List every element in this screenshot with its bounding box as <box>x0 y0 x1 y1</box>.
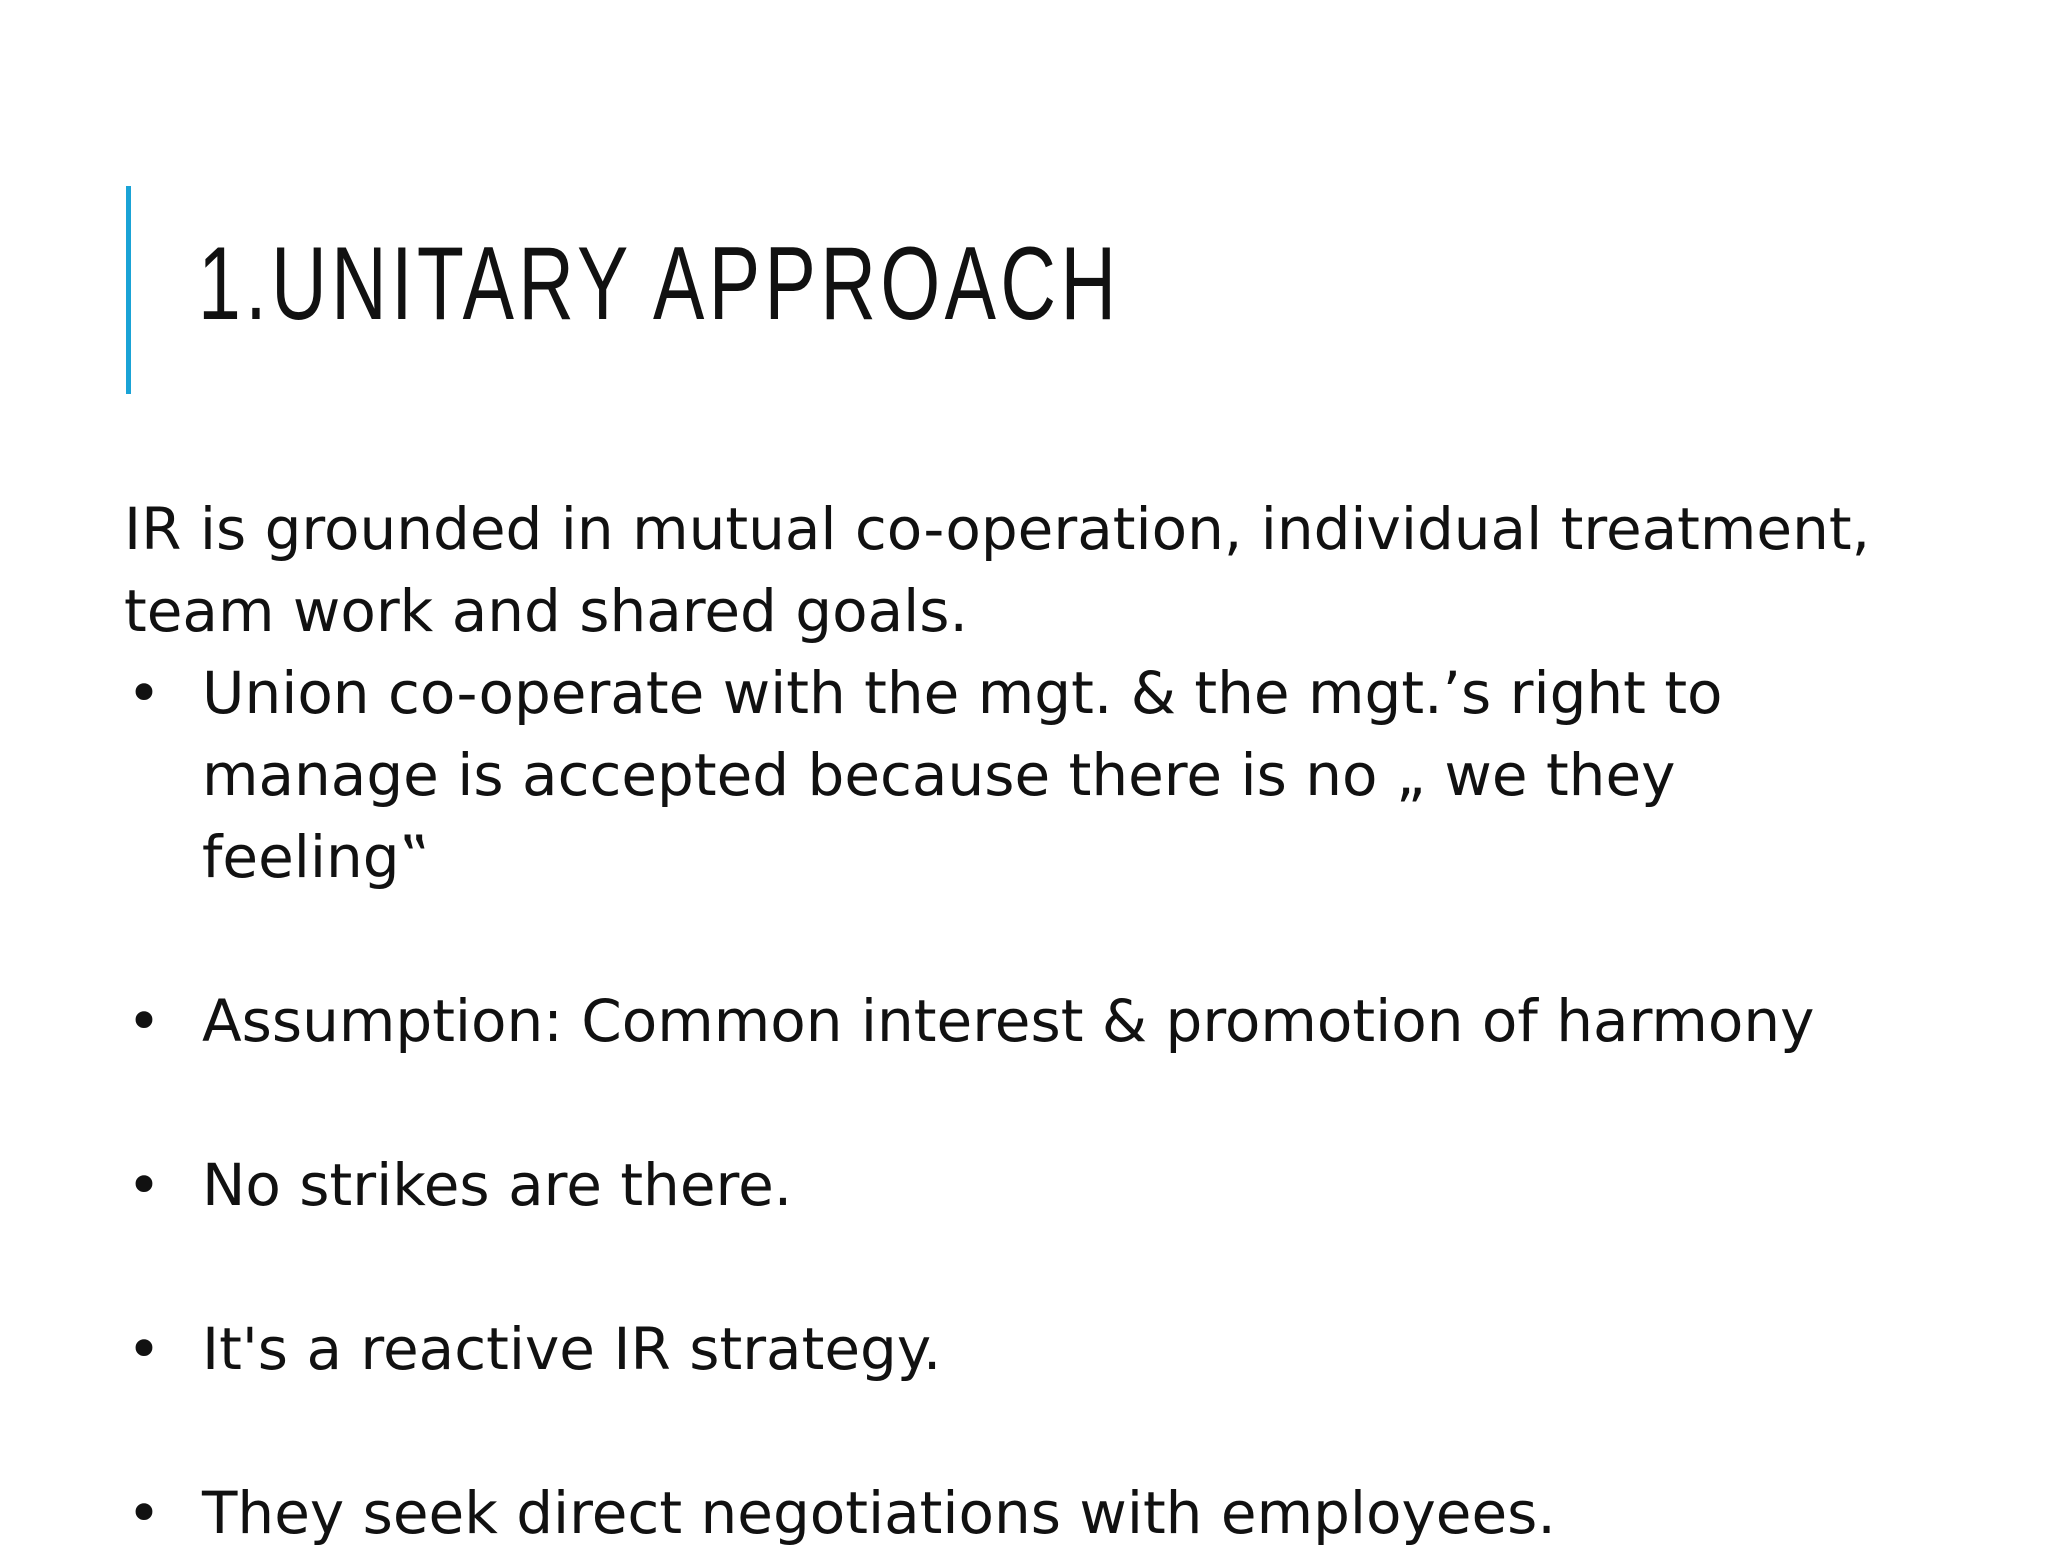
bullet-icon: • <box>126 1315 162 1383</box>
bullet-text-1: Union co-operate with the mgt. & the mgt.’s right to manage is accepted because there is no „ we they feeling‟ <box>202 659 1723 891</box>
bullet-item-2 <box>124 980 1904 1062</box>
bullet-text-2: Assumption: Common interest & promotion of harmony <box>202 987 1815 1055</box>
bullet-item-3 <box>124 1144 1904 1226</box>
intro-paragraph: IR is grounded in mutual co-operation, individual treatment, team work and shared goals. <box>124 495 1871 645</box>
slide-title: 1.UNITARY APPROACH <box>198 226 1121 342</box>
bullet-icon: • <box>126 987 162 1055</box>
bullet-icon: • <box>126 1151 162 1219</box>
bullet-item-5 <box>124 1472 1904 1554</box>
slide-body <box>124 488 1904 1554</box>
bullet-icon: • <box>126 659 162 727</box>
bullet-text-3: No strikes are there. <box>202 1151 793 1219</box>
bullet-item-1 <box>124 652 1904 898</box>
bullet-list <box>124 652 1904 1554</box>
title-accent-bar <box>126 186 131 394</box>
bullet-item-4 <box>124 1308 1904 1390</box>
bullet-text-5: They seek direct negotiations with employees. <box>202 1479 1556 1547</box>
bullet-text-4: It's a reactive IR strategy. <box>202 1315 942 1383</box>
bullet-icon: • <box>126 1479 162 1547</box>
